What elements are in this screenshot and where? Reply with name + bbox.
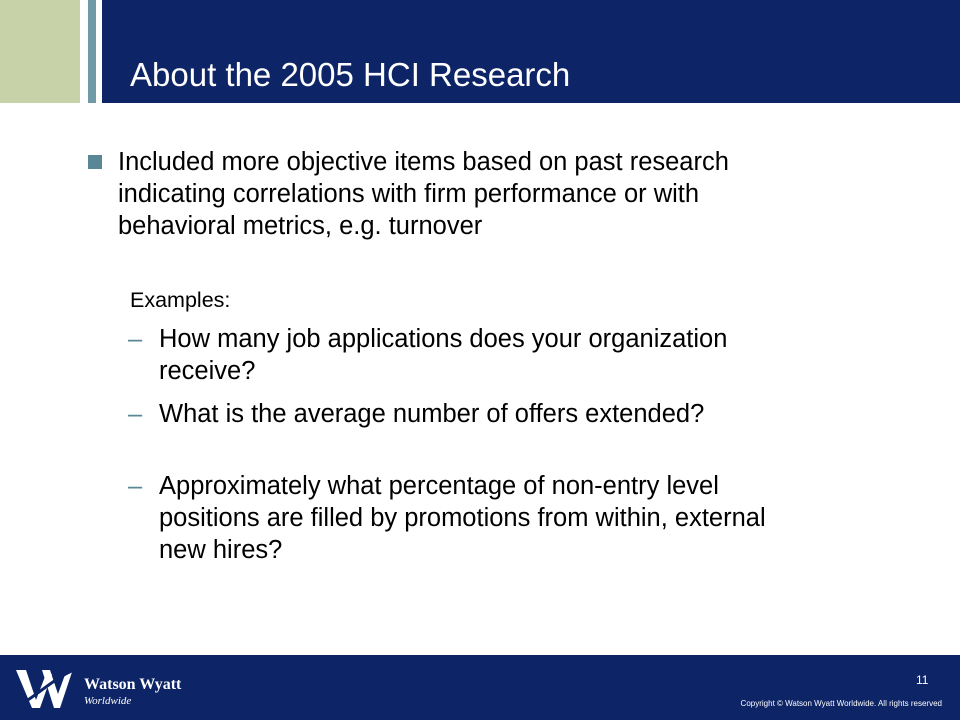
sub-bullet-text: Approximately what percentage of non-entry level positions are filled by promotions from within, external new hires? (159, 472, 766, 564)
header-accent-bar (88, 0, 96, 103)
sub-bullet-text: How many job applications does your organization receive? (159, 325, 728, 385)
header-divider (80, 0, 88, 103)
dash-bullet-icon: – (128, 400, 143, 428)
sub-bullet-text: What is the average number of offers extended? (159, 400, 705, 428)
slide-title: About the 2005 HCI Research (130, 56, 571, 93)
dash-bullet-icon: – (128, 325, 143, 353)
header-accent-block (0, 0, 80, 103)
logo-wordmark: Watson Wyatt (84, 676, 182, 693)
page-number: 11 (916, 673, 929, 687)
square-bullet-icon (88, 155, 102, 169)
examples-label: Examples: (130, 288, 231, 312)
copyright-notice: Copyright © Watson Wyatt Worldwide. All rights reserved (740, 699, 942, 708)
main-bullet-text: Included more objective items based on past research indicating correlations with firm performance or with behavioral metrics, e.g. turnover (118, 148, 729, 240)
dash-bullet-icon: – (128, 472, 143, 500)
watson-wyatt-logo-icon (14, 668, 76, 710)
logo-tagline: Worldwide (84, 695, 132, 707)
